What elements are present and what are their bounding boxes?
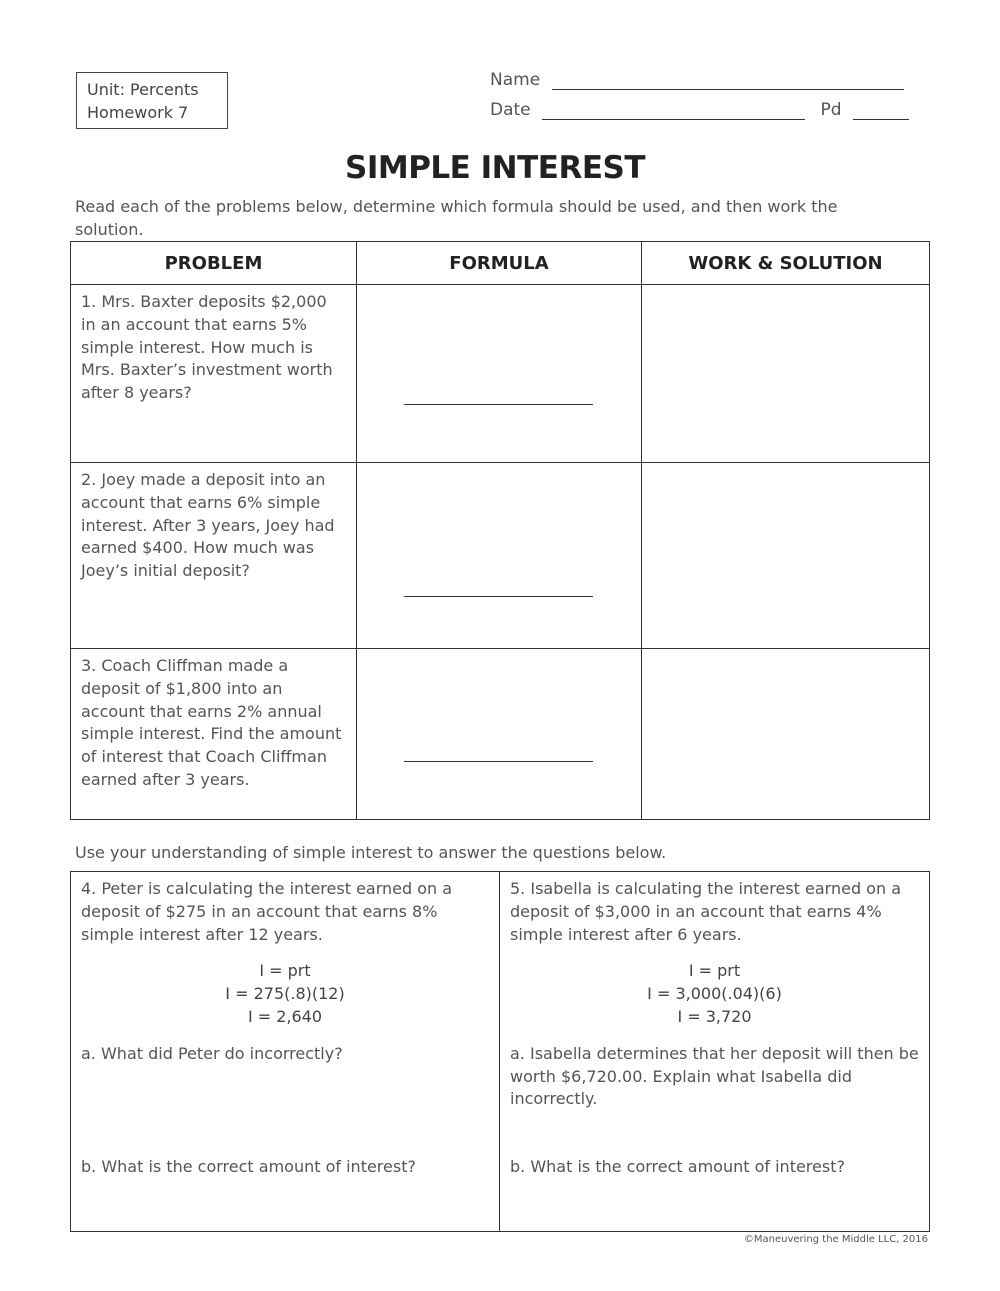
table-row <box>71 463 930 649</box>
problem-3: 3. Coach Cliffman made a deposit of $1,800 into an account that earns 2% annual simple interest. Find the amount of interest that Coach Cliffman earned after 3 years. <box>71 649 357 820</box>
error-analysis-table <box>70 871 930 1232</box>
header-work-solution: WORK & SOLUTION <box>642 242 930 285</box>
work-cell-2[interactable] <box>642 463 930 649</box>
date-label: Date <box>490 100 531 120</box>
formula-cell-2[interactable] <box>357 463 642 649</box>
question-5a: a. Isabella determines that her deposit will then be worth $6,720.00. Explain what Isabella did incorrectly. <box>510 1043 919 1109</box>
work-line: I = prt <box>259 961 311 981</box>
work-line: I = 275(.8)(12) <box>225 984 345 1004</box>
formula-answer-line <box>404 596 593 597</box>
question-5b: b. What is the correct amount of interest? <box>510 1157 845 1176</box>
header-problem: PROBLEM <box>71 242 357 285</box>
section2-instructions: Use your understanding of simple interest to answer the questions below. <box>75 843 667 862</box>
formula-answer-line <box>404 404 593 405</box>
work-line: I = prt <box>688 961 741 981</box>
question-4-cell[interactable] <box>71 872 500 1232</box>
formula-answer-line <box>404 761 593 762</box>
unit-label: Unit: Percents <box>87 80 199 99</box>
work-cell-3[interactable] <box>642 649 930 820</box>
question-4-text: 4. Peter is calculating the interest earned on a deposit of $275 in an account that earns 8% simple interest after 12 years. <box>81 879 453 944</box>
instructions: Read each of the problems below, determine which formula should be used, and then work the solution. <box>75 197 838 239</box>
problem-1: 1. Mrs. Baxter deposits $2,000 in an account that earns 5% simple interest. How much is Mrs. Baxter’s investment worth after 8 years? <box>71 285 357 463</box>
work-line: I = 3,000(.04)(6) <box>647 984 782 1004</box>
question-5-work <box>510 960 919 1028</box>
pd-blank[interactable] <box>853 103 909 120</box>
page-title: SIMPLE INTEREST <box>345 150 645 186</box>
work-cell-1[interactable] <box>642 285 930 463</box>
copyright: ©Maneuvering the Middle LLC, 2016 <box>743 1234 928 1245</box>
problem-2: 2. Joey made a deposit into an account that earns 6% simple interest. After 3 years, Joey had earned $400. How much was Joey’s initial deposit? <box>71 463 357 649</box>
question-4-work <box>81 960 489 1028</box>
formula-cell-1[interactable] <box>357 285 642 463</box>
unit-label-box <box>76 72 228 129</box>
date-blank[interactable] <box>542 103 805 120</box>
table-row <box>71 285 930 463</box>
homework-label: Homework 7 <box>87 103 189 122</box>
work-line: I = 2,640 <box>247 1006 323 1026</box>
work-line: I = 3,720 <box>677 1006 752 1026</box>
date-field[interactable] <box>490 100 909 120</box>
name-blank[interactable] <box>552 73 904 90</box>
name-label: Name <box>490 70 541 90</box>
question-4a: a. What did Peter do incorrectly? <box>81 1043 343 1063</box>
pd-label: Pd <box>820 100 842 120</box>
question-5-cell[interactable] <box>500 872 930 1232</box>
formula-cell-3[interactable] <box>357 649 642 820</box>
name-field[interactable] <box>490 70 904 90</box>
question-4b: b. What is the correct amount of interest? <box>81 1157 416 1176</box>
header-formula: FORMULA <box>357 242 642 285</box>
question-5-text: 5. Isabella is calculating the interest earned on a deposit of $3,000 in an account that earns 4% simple interest after 6 years. <box>510 879 901 944</box>
table-row <box>71 649 930 820</box>
problems-table <box>70 241 930 820</box>
